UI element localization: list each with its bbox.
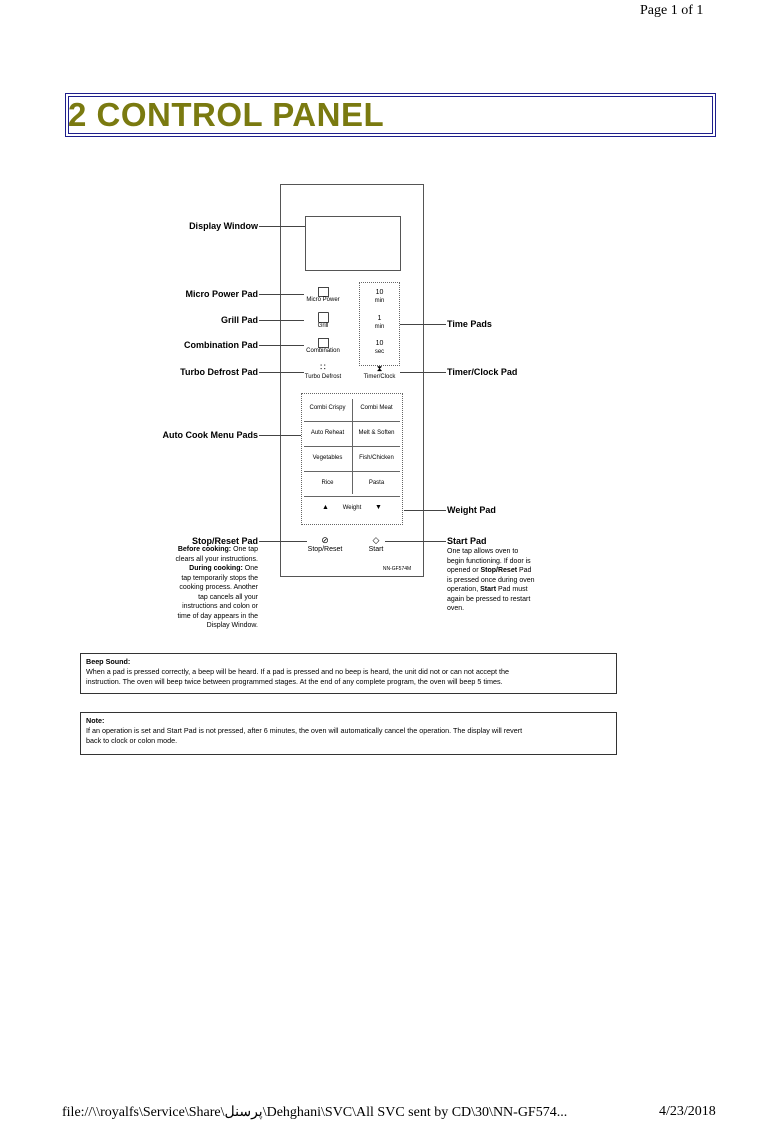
callout-display-window: Display Window	[189, 221, 258, 231]
timer-clock-pad-label: Timer/Clock	[363, 374, 396, 380]
weight-pad-label: Weight	[342, 505, 362, 511]
menu-pad-melt-soften[interactable]: Melt & Soften	[358, 430, 395, 436]
callout-grill-pad: Grill Pad	[220, 315, 258, 325]
desc-text: One tap allows oven to	[447, 548, 519, 555]
leader-line	[400, 372, 446, 373]
leader-line	[259, 226, 305, 227]
desc-text: oven.	[447, 605, 465, 612]
start-icon: ◇	[372, 535, 380, 545]
section-title: 2 CONTROL PANEL	[68, 96, 385, 133]
desc-text: One	[244, 565, 258, 572]
start-pad-label[interactable]: Start	[368, 546, 384, 553]
stop-icon: ⊘	[321, 535, 329, 545]
combination-icon	[318, 338, 329, 348]
callout-auto-cook-menu-pads: Auto Cook Menu Pads	[162, 430, 258, 440]
during-cooking-label: During cooking:	[189, 565, 243, 572]
hourglass-icon: ⧗	[376, 364, 383, 373]
grill-icon	[318, 312, 329, 323]
time-pad-1min-unit: min	[374, 324, 385, 330]
desc-text: instructions and colon or	[182, 603, 258, 610]
menu-pad-combi-crispy[interactable]: Combi Crispy	[309, 405, 346, 411]
micro-power-pad-label: Micro Power	[306, 297, 340, 303]
micro-power-icon	[318, 287, 329, 297]
desc-text: cooking process. Another	[179, 584, 258, 591]
leader-line	[259, 294, 304, 295]
beep-sound-text: instruction. The oven will beep twice between programmed stages. At the end of any complete program, the oven will beep 5 times.	[86, 677, 503, 686]
leader-line	[404, 510, 446, 511]
grill-pad-label: Grill	[317, 323, 329, 329]
weight-down-icon[interactable]: ▼	[375, 504, 382, 511]
note-text: back to clock or colon mode.	[86, 736, 178, 745]
combination-pad-label: Combination	[306, 348, 340, 354]
callout-turbo-defrost-pad: Turbo Defrost Pad	[180, 367, 258, 377]
desc-text: operation,	[447, 586, 479, 593]
desc-emphasis: Start	[480, 586, 497, 593]
note-box	[80, 712, 617, 755]
desc-text: again be pressed to restart	[447, 595, 531, 603]
desc-text: One tap	[233, 546, 258, 553]
callout-timer-clock-pad: Timer/Clock Pad	[447, 367, 518, 377]
menu-pad-auto-reheat[interactable]: Auto Reheat	[310, 430, 345, 436]
menu-pad-combi-meat[interactable]: Combi Meat	[360, 405, 393, 411]
desc-text: Pad	[519, 567, 532, 574]
menu-pad-rice[interactable]: Rice	[321, 480, 334, 486]
footer-file-path: file://\\royalfs\Service\Share\پرسنل\Dehghani\SVC\All SVC sent by CD\30\NN-GF574...	[62, 1105, 568, 1120]
turbo-defrost-icon: ∷	[320, 362, 326, 372]
time-pad-10sec-value[interactable]: 10	[375, 340, 384, 347]
callout-weight-pad: Weight Pad	[447, 505, 496, 515]
leader-line	[400, 324, 446, 325]
desc-text: tap temporarily stops the	[181, 574, 258, 582]
model-number: NN-GF574M	[382, 566, 412, 572]
start-description	[447, 547, 567, 614]
weight-up-icon[interactable]: ▲	[322, 504, 329, 511]
callout-start-pad: Start Pad	[447, 536, 487, 546]
desc-text: Display Window.	[206, 622, 258, 629]
menu-pad-vegetables[interactable]: Vegetables	[312, 455, 343, 461]
desc-text: is pressed once during oven	[447, 576, 535, 584]
leader-line	[385, 541, 446, 542]
page-number: Page 1 of 1	[640, 3, 704, 18]
menu-pad-pasta[interactable]: Pasta	[368, 480, 385, 486]
footer-date: 4/23/2018	[659, 1104, 716, 1119]
beep-sound-box	[80, 653, 617, 694]
callout-stop-reset-pad: Stop/Reset Pad	[191, 536, 258, 546]
desc-text: clears all your instructions.	[175, 555, 258, 563]
note-text: If an operation is set and Start Pad is not pressed, after 6 minutes, the oven will automatically cancel the operation. The display will revert	[86, 726, 523, 735]
time-pad-10sec-unit: sec	[374, 349, 385, 355]
leader-line	[259, 435, 301, 436]
desc-emphasis: Stop/Reset	[480, 567, 518, 574]
callout-combination-pad: Combination Pad	[184, 340, 258, 350]
before-cooking-label: Before cooking:	[177, 546, 232, 553]
stop-reset-description	[140, 545, 258, 631]
desc-text: opened or	[447, 567, 479, 574]
desc-text: time of day appears in the	[177, 612, 258, 620]
time-pad-10min-unit: min	[374, 298, 385, 304]
leader-line	[259, 320, 304, 321]
turbo-defrost-pad-label: Turbo Defrost	[304, 374, 342, 380]
leader-line	[259, 541, 307, 542]
beep-sound-heading: Beep Sound:	[86, 657, 131, 666]
display-window	[305, 216, 401, 271]
desc-text: Pad must	[498, 586, 528, 593]
desc-text: tap cancels all your	[198, 593, 258, 601]
callout-micro-power-pad: Micro Power Pad	[185, 289, 258, 299]
time-pad-1min-value[interactable]: 1	[377, 315, 382, 322]
beep-sound-text: When a pad is pressed correctly, a beep will be heard. If a pad is pressed and no beep is heard, the unit did not or can not accept the	[86, 667, 509, 676]
note-heading: Note:	[86, 716, 105, 725]
callout-time-pads: Time Pads	[447, 319, 492, 329]
leader-line	[259, 372, 304, 373]
desc-text: begin functioning. If door is	[447, 557, 531, 565]
stop-reset-pad-label[interactable]: Stop/Reset	[307, 546, 343, 553]
time-pad-10min-value[interactable]: 10	[375, 289, 384, 296]
leader-line	[259, 345, 304, 346]
menu-pad-fish-chicken[interactable]: Fish/Chicken	[359, 455, 394, 461]
divider	[304, 496, 400, 497]
